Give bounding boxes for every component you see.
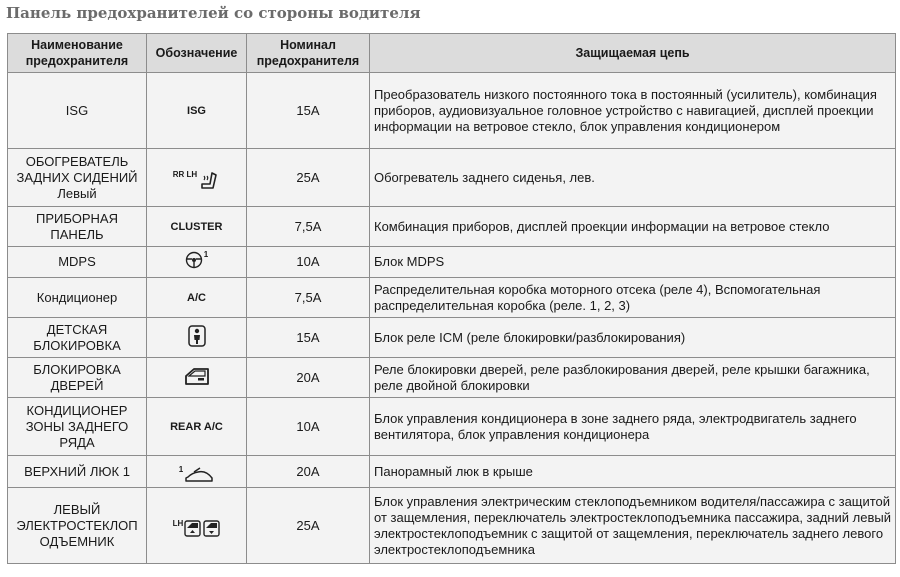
fuse-rating: 15А [247,73,370,149]
fuse-name: ISG [8,73,147,149]
fuse-symbol [147,73,247,149]
symbol-label: ISG [187,105,206,117]
fuse-circuit: Обогреватель заднего сиденья, лев. [370,149,896,207]
fuse-symbol [147,456,247,488]
fuse-rating: 7,5А [247,278,370,318]
door-lock-icon [184,366,210,386]
fuse-symbol [147,358,247,398]
symbol-label: CLUSTER [170,221,223,233]
fuse-circuit: Блок управления электрическим стеклоподъемником водителя/пассажира с защитой от защемления, переключатель электростеклоподъемника пассажира, задний левый электростеклоподъемник с защитой от защемления, переключатель заднего левого электростеклоподъемника [370,488,896,564]
table-row [8,73,896,149]
fuse-symbol [147,398,247,456]
table-row [8,278,896,318]
fuse-circuit: Распределительная коробка моторного отсека (реле 4), Вспомогательная распределительная коробка (реле. 1, 2, 3) [370,278,896,318]
fuse-name: ОБОГРЕВАТЕЛЬ ЗАДНИХ СИДЕНИЙ Левый [8,149,147,207]
table-row [8,398,896,456]
fuse-rating: 20А [247,456,370,488]
fuse-rating: 15А [247,318,370,358]
fuse-name: MDPS [8,247,147,278]
fuse-rating: 10А [247,398,370,456]
symbol-superscript: LH [172,518,184,528]
fuse-rating: 20А [247,358,370,398]
fuse-name: ДЕТСКАЯ БЛОКИРОВКА [8,318,147,358]
fuse-circuit: Блок MDPS [370,247,896,278]
power-window-icon [184,520,220,538]
fuse-name: Кондиционер [8,278,147,318]
symbol-superscript: 1 [178,464,184,474]
fuse-symbol [147,207,247,247]
fuse-name: КОНДИЦИОНЕР ЗОНЫ ЗАДНЕГО РЯДА [8,398,147,456]
symbol-label: A/C [187,292,206,304]
fuse-rating: 10А [247,247,370,278]
table-row [8,358,896,398]
table-row [8,149,896,207]
fuse-rating: 25А [247,149,370,207]
fuse-circuit: Блок управления кондиционера в зоне заднего ряда, электродвигатель заднего вентилятора, блок управления кондиционера [370,398,896,456]
fuse-table [7,33,896,564]
fuse-circuit: Блок реле ICM (реле блокировки/разблокирования) [370,318,896,358]
table-header-row [8,34,896,73]
header-symbol: Обозначение [147,34,247,73]
rear-seat-heater-icon [198,171,220,191]
child-lock-icon [188,325,206,347]
fuse-name: БЛОКИРОВКА ДВЕРЕЙ [8,358,147,398]
symbol-superscript: 1 [203,250,209,259]
steering-wheel-icon [184,251,204,269]
symbol-label: REAR A/C [170,421,223,433]
fuse-name: ЛЕВЫЙ ЭЛЕКТРОСТЕКЛОП ОДЪЕМНИК [8,488,147,564]
header-name: Наименование предохранителя [8,34,147,73]
table-row [8,318,896,358]
sunroof-icon [184,466,214,484]
fuse-symbol [147,278,247,318]
header-rating: Номинал предохранителя [247,34,370,73]
header-circuit: Защищаемая цепь [370,34,896,73]
symbol-superscript: RR LH [172,169,198,179]
fuse-circuit: Комбинация приборов, дисплей проекции информации на ветровое стекло [370,207,896,247]
fuse-name: ПРИБОРНАЯ ПАНЕЛЬ [8,207,147,247]
page-title: Панель предохранителей со стороны водителя [6,4,421,22]
fuse-symbol [147,488,247,564]
fuse-symbol [147,247,247,278]
fuse-symbol [147,149,247,207]
table-row [8,207,896,247]
fuse-circuit: Панорамный люк в крыше [370,456,896,488]
table-row [8,247,896,278]
fuse-rating: 25А [247,488,370,564]
table-row [8,488,896,564]
fuse-rating: 7,5А [247,207,370,247]
fuse-symbol [147,318,247,358]
table-row [8,456,896,488]
fuse-name: ВЕРХНИЙ ЛЮК 1 [8,456,147,488]
fuse-circuit: Преобразователь низкого постоянного тока в постоянный (усилитель), комбинация приборов, аудиовизуальное головное устройство с навигацией, дисплей проекции информации на ветровое стекло, блок управления кондиционером [370,73,896,149]
fuse-circuit: Реле блокировки дверей, реле разблокирования дверей, реле крышки багажника, реле двойной блокировки [370,358,896,398]
